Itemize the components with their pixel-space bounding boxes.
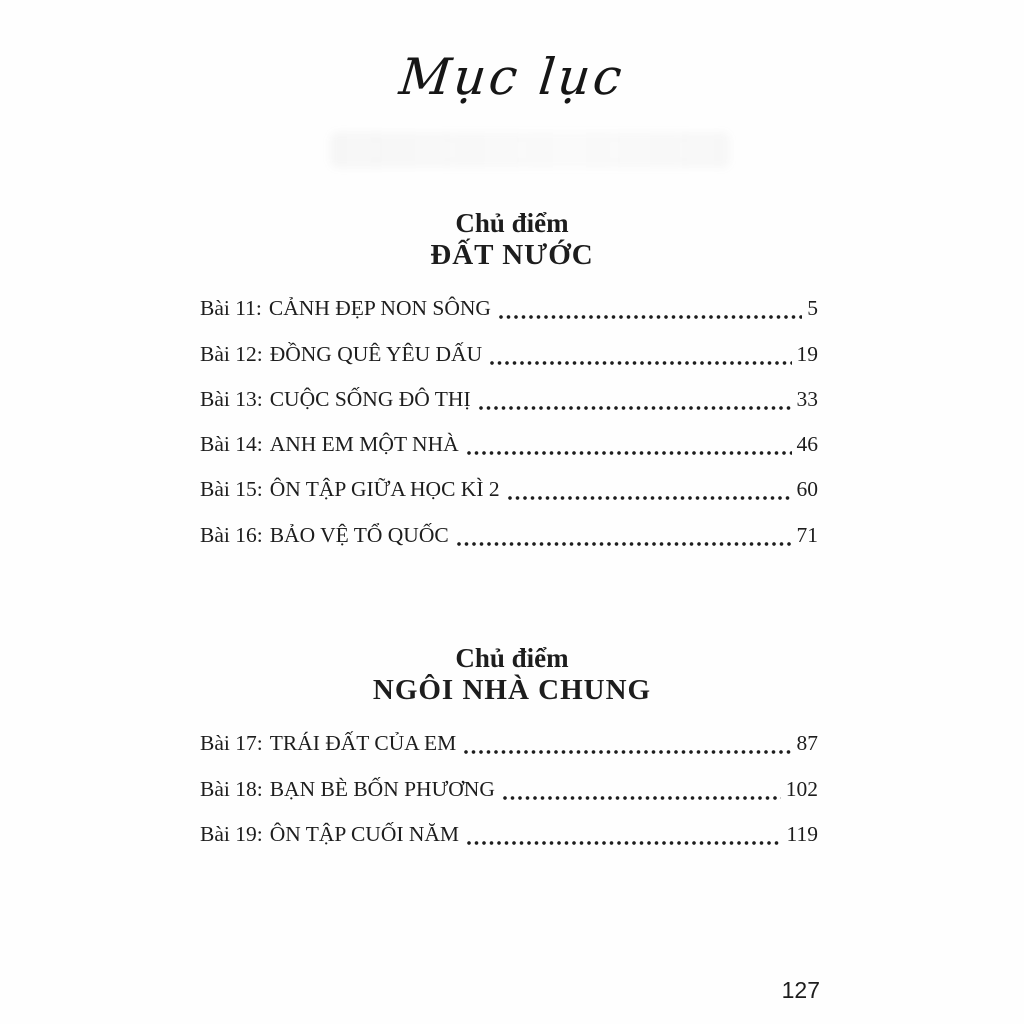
toc-entry xyxy=(200,764,818,809)
toc-entry-page: 71 xyxy=(796,522,818,547)
dot-leader xyxy=(464,750,791,754)
section-header-dat-nuoc xyxy=(0,208,1024,271)
dot-leader xyxy=(467,451,792,455)
section-label: Chủ điểm xyxy=(455,208,569,238)
toc-entry-title: BẠN BÈ BỐN PHƯƠNG xyxy=(269,776,495,801)
toc-entry-title: ÔN TẬP CUỐI NĂM xyxy=(269,821,460,846)
dot-leader xyxy=(490,361,791,365)
toc-entry-label: Bài 18: xyxy=(200,776,263,801)
dot-leader xyxy=(479,406,792,410)
toc-entry xyxy=(200,510,818,555)
toc-entry-title: CUỘC SỐNG ĐÔ THỊ xyxy=(269,386,471,411)
toc-entry-title: BẢO VỆ TỔ QUỐC xyxy=(269,522,449,547)
toc-entry-label: Bài 15: xyxy=(200,477,263,502)
toc-entry-title: ĐỒNG QUÊ YÊU DẤU xyxy=(269,341,483,366)
page-title: Mục lục xyxy=(396,48,628,106)
dot-leader xyxy=(508,496,792,500)
toc-entry xyxy=(200,465,818,510)
toc-entry-page: 87 xyxy=(796,731,818,756)
dot-leader xyxy=(467,841,781,845)
toc-entry-page: 33 xyxy=(796,386,818,411)
toc-entry-label: Bài 11: xyxy=(200,296,262,321)
section-title: NGÔI NHÀ CHUNG xyxy=(372,674,652,706)
toc-entry-title: TRÁI ĐẤT CỦA EM xyxy=(269,731,457,756)
toc-entry-page: 19 xyxy=(796,341,818,366)
toc-entry-label: Bài 13: xyxy=(200,386,263,411)
toc-list-section-1 xyxy=(200,284,818,556)
dot-leader xyxy=(499,315,802,319)
section-header-ngoi-nha-chung xyxy=(0,643,1024,706)
toc-entry xyxy=(200,420,818,465)
toc-entry-page: 119 xyxy=(786,821,818,846)
toc-entry-page: 102 xyxy=(785,776,818,801)
toc-entry xyxy=(200,329,818,374)
toc-entry-label: Bài 14: xyxy=(200,432,263,457)
page-number: 127 xyxy=(781,977,820,1003)
toc-entry xyxy=(200,375,818,420)
toc-entry-label: Bài 16: xyxy=(200,522,263,547)
toc-entry-title: ANH EM MỘT NHÀ xyxy=(269,432,459,457)
toc-entry-page: 46 xyxy=(796,432,818,457)
toc-entry xyxy=(200,810,818,855)
toc-entry-label: Bài 12: xyxy=(200,341,263,366)
toc-entry-page: 5 xyxy=(807,296,818,321)
toc-entry-title: CẢNH ĐẸP NON SÔNG xyxy=(268,296,491,321)
toc-entry xyxy=(200,719,818,764)
page-bleed-through xyxy=(330,132,730,168)
toc-entry-page: 60 xyxy=(796,477,818,502)
dot-leader xyxy=(503,796,781,800)
section-label: Chủ điểm xyxy=(455,643,569,673)
toc-entry-title: ÔN TẬP GIỮA HỌC KÌ 2 xyxy=(269,477,500,502)
toc-entry xyxy=(200,284,818,329)
toc-list-section-2 xyxy=(200,719,818,855)
dot-leader xyxy=(457,542,792,546)
toc-entry-label: Bài 17: xyxy=(200,731,263,756)
toc-entry-label: Bài 19: xyxy=(200,821,263,846)
section-title: ĐẤT NƯỚC xyxy=(430,239,594,271)
